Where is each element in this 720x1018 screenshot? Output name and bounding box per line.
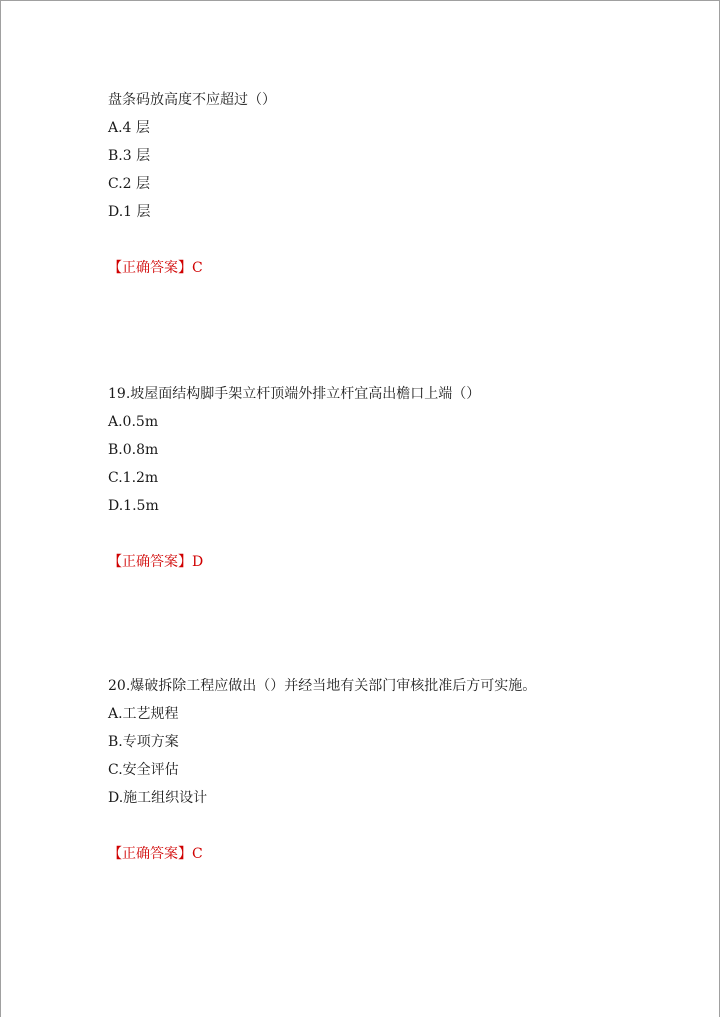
option-a: A.工艺规程	[108, 706, 179, 722]
correct-answer-value: C	[192, 846, 203, 862]
question-stem: 20.爆破拆除工程应做出（）并经当地有关部门审核批准后方可实施。	[108, 678, 537, 694]
option-d: D.施工组织设计	[108, 790, 208, 806]
correct-answer-label: 【正确答案】	[108, 260, 192, 276]
option-b: B.专项方案	[108, 734, 179, 750]
question-block-1	[108, 86, 276, 282]
correct-answer-label: 【正确答案】	[108, 846, 192, 862]
question-block-3	[108, 672, 536, 868]
option-c: C.1.2m	[108, 470, 159, 486]
option-b: B.0.8m	[108, 442, 159, 458]
option-c: C.安全评估	[108, 762, 179, 778]
question-stem: 19.坡屋面结构脚手架立杆顶端外排立杆宜高出檐口上端（）	[108, 386, 481, 402]
correct-answer	[108, 548, 480, 576]
option-a: A.4 层	[108, 120, 150, 136]
question-stem: 盘条码放高度不应超过（）	[108, 92, 276, 108]
option-d: D.1 层	[108, 204, 151, 220]
correct-answer-value: C	[192, 260, 203, 276]
question-block-2	[108, 380, 480, 576]
correct-answer-value: D	[192, 554, 204, 570]
option-a: A.0.5m	[108, 414, 159, 430]
correct-answer	[108, 840, 536, 868]
option-c: C.2 层	[108, 176, 151, 192]
option-b: B.3 层	[108, 148, 151, 164]
option-d: D.1.5m	[108, 498, 159, 514]
correct-answer-label: 【正确答案】	[108, 554, 192, 570]
correct-answer	[108, 254, 276, 282]
